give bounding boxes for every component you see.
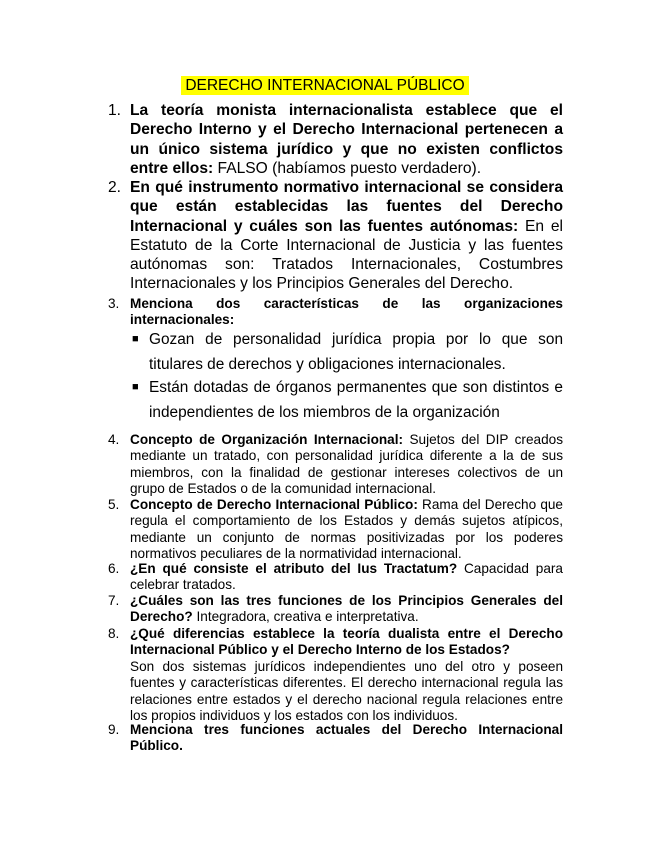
item-number: 5.: [108, 497, 120, 512]
item-question: Concepto de Derecho Internacional Público:: [130, 497, 418, 512]
item-number: 2.: [108, 179, 122, 196]
item-answer: Son dos sistemas jurídicos independientes uno del otro y poseen fuentes y características diferentes. El derecho internacional regula las relaciones entre estados y el derecho nacional regula relaciones entre los propios individuos y los estados con los individuos.: [130, 658, 563, 724]
item-number: 6.: [108, 561, 120, 576]
item-number: 1.: [108, 102, 122, 119]
item-question: Concepto de Organización Internacional:: [130, 432, 404, 447]
item-question: Menciona tres funciones actuales del Derecho Internacional Público.: [130, 722, 563, 754]
item-body: [130, 101, 563, 178]
item-answer: En el Estatuto de la Corte Internacional de Justicia y las fuentes autónomas son: Tratados Internacionales, Costumbres Internacionales y los Principios Generales del Derecho.: [130, 217, 563, 293]
item-answer: Rama del Derecho que regula el comportamiento de los Estados y demás sujetos atípicos, mediante un conjunto de normas positivizadas por los poderes normativos peculiares de la normatividad internacional.: [130, 497, 563, 562]
item-answer: Sujetos del DIP creados mediante un tratado, con personalidad jurídica diferente a la de sus miembros, con la finalidad de gestionar intereses colectivos de un grupo de Estados o de la comunidad internacional.: [130, 432, 563, 497]
item-number: 3.: [108, 296, 120, 311]
item-body: [130, 497, 563, 563]
bullet-text: Están dotadas de órganos permanentes que son distintos e independientes de los miembros de la organización: [149, 379, 563, 421]
item-question: ¿En qué consiste el atributo del Ius Tractatum?: [130, 561, 458, 576]
bullet-symbol: ■: [132, 333, 139, 345]
item-number: 8.: [108, 626, 120, 641]
item-question: En qué instrumento normativo internacional se considera que están establecidas las fuentes del Derecho Internacional y cuáles son las fuentes autónomas:: [130, 179, 563, 235]
item-question: Menciona dos características de las organizaciones internacionales:: [130, 296, 563, 328]
item-body: [130, 178, 563, 294]
item-body: [130, 593, 563, 626]
item-answer: Integradora, creativa e interpretativa.: [196, 609, 419, 625]
item-question: ¿Cuáles son las tres funciones de los Principios Generales del Derecho?: [130, 593, 563, 625]
item-number: 4.: [108, 432, 120, 447]
item-body: [130, 722, 563, 755]
item-question: ¿Qué diferencias establece la teoría dualista entre el Derecho Internacional Público y el Derecho Interno de los Estados?: [130, 626, 563, 658]
item-number: 7.: [108, 593, 120, 608]
item-answer: Capacidad para celebrar tratados.: [130, 561, 563, 593]
title-wrap: [0, 76, 655, 95]
item-body: [130, 626, 563, 724]
item-body: [130, 561, 563, 594]
item-body: [130, 432, 563, 498]
item-number: 9.: [108, 722, 120, 737]
item-answer: FALSO (habíamos puesto verdadero).: [217, 159, 482, 177]
bullet-text: Gozan de personalidad jurídica propia por lo que son titulares de derechos y obligaciones internacionales.: [149, 331, 563, 373]
item-body: [130, 296, 563, 329]
bullet-symbol: ■: [132, 381, 139, 393]
item-question: La teoría monista internacionalista establece que el Derecho Interno y el Derecho Internacional pertenecen a un único sistema jurídico y que no existen conflictos entre ellos:: [130, 102, 563, 177]
document-title: DERECHO INTERNACIONAL PÚBLICO: [181, 76, 468, 95]
